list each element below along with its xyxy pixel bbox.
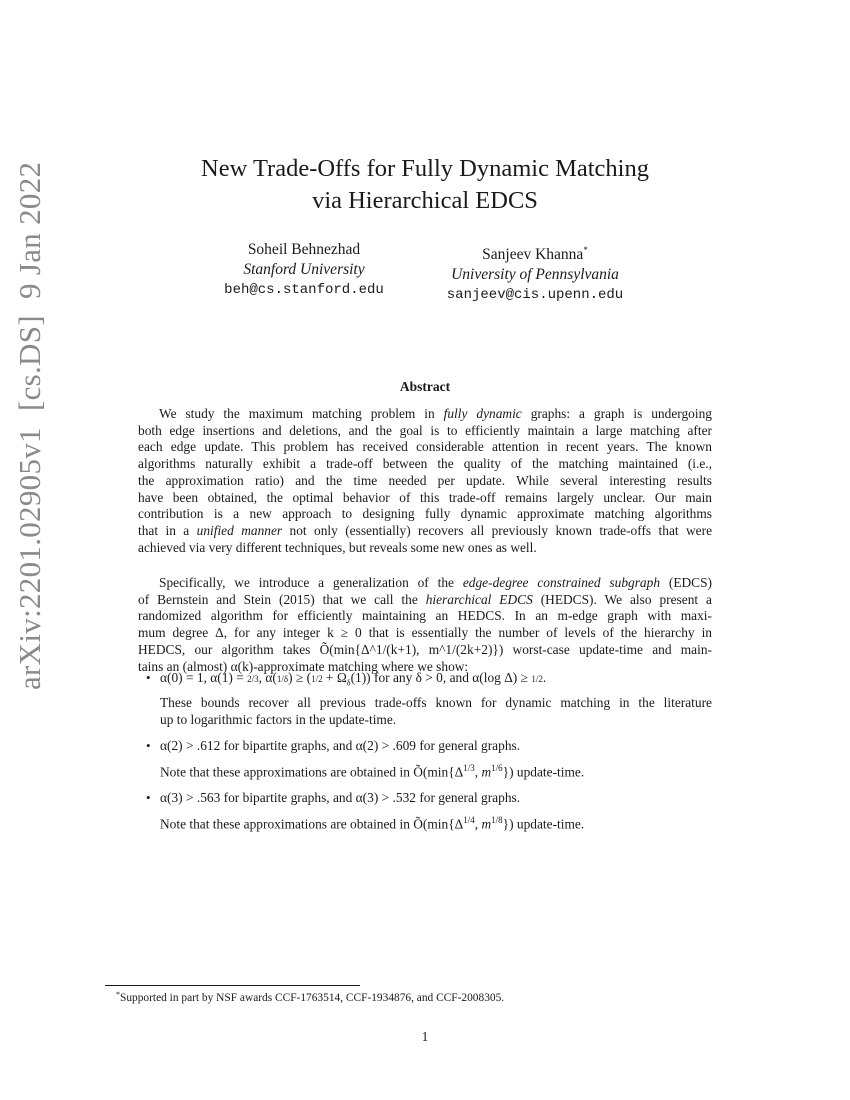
result-item-1 (138, 670, 712, 729)
result-note: Note that these approximations are obtained in $Õ(\min\{\Delta^{1/4}$, $m^{1/8}$}) update-time. (160, 814, 585, 832)
result-claim: α(0) = 1, α(1) = 2/3, $\alpha(1/\delta) \ge (1/2 + \Omega_\delta(1))$ for any δ > 0, and α(log Δ) ≥ 1/2. (160, 670, 547, 688)
text-line: have been obtained, the optimal behavior of this trade-off remains largely unclear. Our main (138, 489, 712, 505)
arxiv-identifier-stamp: arXiv:2201.02905v1 [cs.DS] 9 Jan 2022 (12, 161, 47, 690)
results-list (138, 670, 712, 832)
text-line: of Bernstein and Stein (2015) that we call the hierarchical EDCS (HEDCS). We also present a (138, 591, 712, 607)
author-block-1 (212, 240, 396, 300)
bullet-icon: • (146, 790, 151, 805)
footnote (116, 990, 504, 1004)
text-line: contribution is a new approach to designing fully dynamic approximate matching algorithms (138, 506, 712, 522)
author-email: sanjeev@cis.upenn.edu (446, 287, 624, 304)
author-name: Sanjeev Khanna (482, 246, 584, 264)
result-item-2 (138, 738, 734, 781)
note-line: up to logarithmic factors in the update-time. (160, 712, 397, 728)
footnote-marker: * (583, 245, 588, 255)
result-claim: α(3) > .563 for bipartite graphs, and α(3) > .532 for general graphs. (160, 790, 521, 805)
author-affiliation: Stanford University (243, 261, 365, 278)
paper-title (0, 153, 850, 217)
text-line: both edge insertions and deletions, and the goal is to efficiently maintain a large matching after (138, 422, 712, 438)
author-affiliation: University of Pennsylvania (451, 266, 619, 284)
text-line: HEDCS, our algorithm takes Õ(min{Δ^1/(k+1), m^1/(2k+2)}) worst-case update-time and main- (138, 641, 712, 657)
footnote-marker: * (116, 990, 120, 999)
abstract-paragraph-2 (138, 575, 712, 675)
text-line: the approximation ratio) and the time needed per update. While several interesting results (138, 472, 712, 488)
text-line: We study the maximum matching problem in fully dynamic graphs: a graph is undergoing (159, 406, 712, 421)
text-line: Specifically, we introduce a generalization of the edge-degree constrained subgraph (EDCS) (159, 575, 713, 590)
title-line-1: New Trade-Offs for Fully Dynamic Matching (201, 155, 649, 182)
author-name: Soheil Behnezhad (247, 241, 361, 258)
text-line: randomized algorithm for efficiently maintaining an HEDCS. In an m-edge graph with maxi- (138, 608, 712, 624)
footnote-divider (105, 985, 360, 986)
note-line: These bounds recover all previous trade-offs known for dynamic matching in the literature (160, 695, 712, 711)
bullet-icon: • (146, 738, 151, 753)
result-note (160, 695, 712, 728)
result-note: Note that these approximations are obtained in $Õ(\min\{\Delta^{1/3}$, $m^{1/6}$}) update-time. (160, 762, 585, 780)
text-line: tains an (almost) α(k)-approximate matching where we show: (138, 658, 469, 674)
abstract-paragraph-1 (138, 406, 712, 556)
text-line: each edge update. This problem has received considerable attention in recent years. The known (138, 439, 712, 455)
page-number: 1 (421, 1029, 429, 1044)
text-line: achieved via very different techniques, but reveals some new ones as well. (138, 539, 537, 555)
text-line: that in a unified manner not only (essentially) recovers all previously known trade-offs that were (138, 522, 713, 538)
result-item-3 (138, 790, 734, 833)
author-email: beh@cs.stanford.edu (224, 282, 384, 298)
author-block-2 (428, 240, 642, 305)
title-line-2: via Hierarchical EDCS (312, 187, 538, 214)
bullet-icon: • (146, 670, 151, 685)
text-line: mum degree Δ, for any integer k ≥ 0 that is essentially the number of levels of the hierarchy in (138, 625, 712, 641)
abstract-heading: Abstract (399, 379, 451, 394)
author-name-row (428, 240, 642, 265)
result-claim: α(2) > .612 for bipartite graphs, and α(2) > .609 for general graphs. (160, 738, 521, 753)
text-line: algorithms naturally exhibit a trade-off between the quality of the matching maintained (i.e., (138, 456, 712, 472)
footnote-text: Supported in part by NSF awards CCF-1763514, CCF-1934876, and CCF-2008305. (120, 992, 505, 1004)
